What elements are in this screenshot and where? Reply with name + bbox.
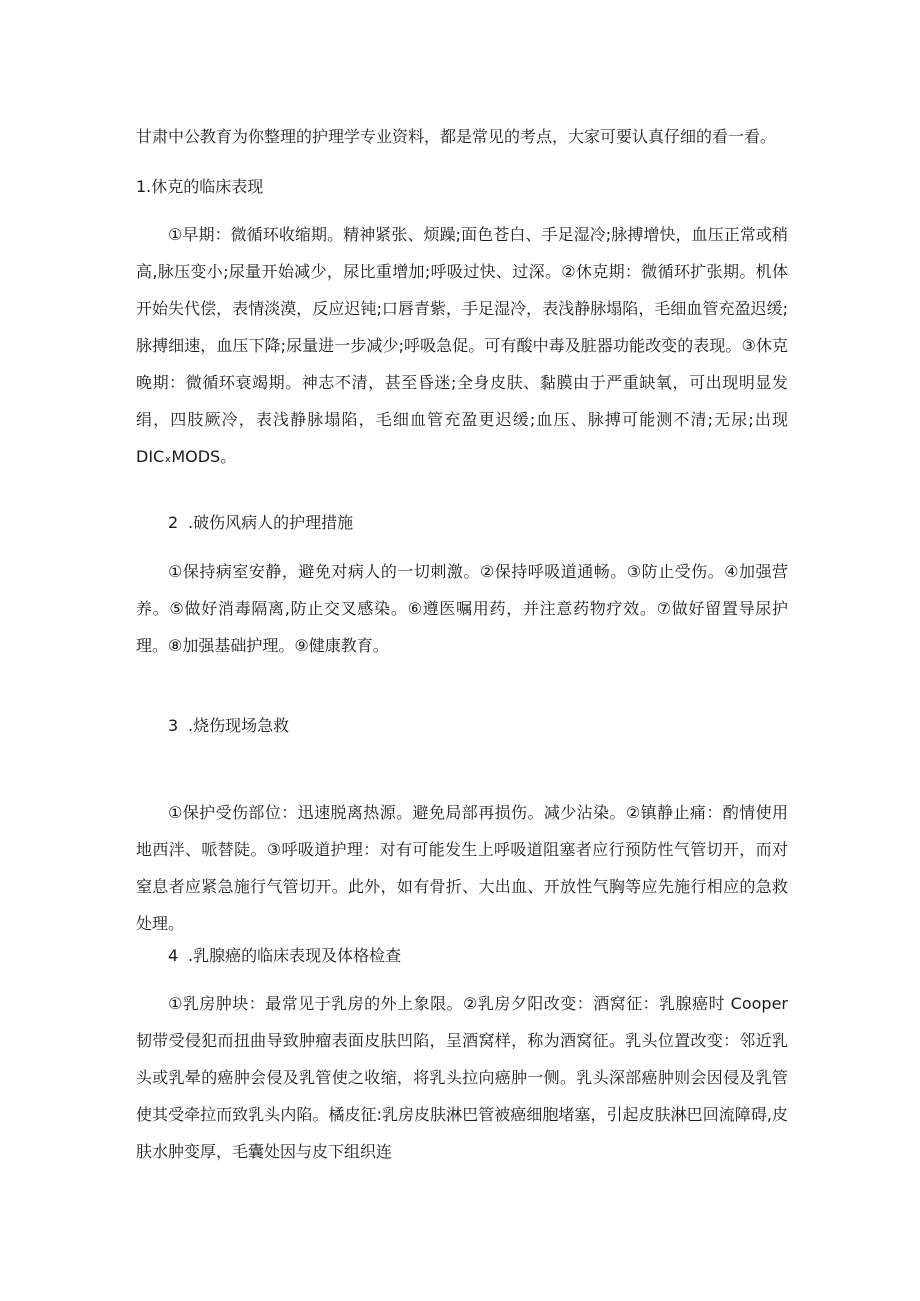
intro-text: 甘肃中公教育为你整理的护理学专业资料，都是常见的考点，大家可要认真仔细的看一看。 [136, 127, 777, 146]
section-heading-3 [168, 716, 289, 736]
section-heading-1 [136, 177, 263, 197]
section-title-1: 休克的临床表现 [151, 177, 264, 196]
section-number-2: 2 [168, 513, 179, 532]
section-number-4: 4 [168, 946, 179, 965]
section-title-4: .乳腺癌的临床表现及体格检查 [188, 946, 402, 965]
section-number-3: 3 [168, 716, 179, 735]
section-title-3: .烧伤现场急救 [188, 716, 290, 735]
section-body-3: ①保护受伤部位：迅速脱离热源。避免局部再损伤。减少沾染。②镇静止痛：酌情使用地西泮、哌替陡。③呼吸道护理：对有可能发生上呼吸道阻塞者应行预防性气管切开，而对窒息者应紧急施行气管切开。此外，如有骨折、大出血、开放性气胸等应先施行相应的急救处理。 [136, 803, 788, 933]
section-heading-2 [168, 513, 353, 533]
section-heading-4 [168, 946, 401, 966]
section-body-4: ①乳房肿块：最常见于乳房的外上象限。②乳房夕阳改变：酒窝征：乳腺癌时 Cooper 韧带受侵犯而扭曲导致肿瘤表面皮肤凹陷，呈酒窝样，称为酒窝征。乳头位置改变：邻近乳头或乳晕的癌肿会侵及乳管使之收缩，将乳头拉向癌肿一侧。乳头深部癌肿则会因侵及乳管使其受牵拉而致乳头内陷。橘皮征:乳房皮肤淋巴管被癌细胞堵塞，引起皮肤淋巴回流障碍,皮肤水肿变厚，毛囊处因与皮下组织连 [136, 994, 788, 1161]
section-body-1: ①早期：微循环收缩期。精神紧张、烦躁;面色苍白、手足湿冷;脉搏增快，血压正常或稍高,脉压变小;尿量开始减少，尿比重增加;呼吸过快、过深。②休克期：微循环扩张期。机体开始失代偿，表情淡漠，反应迟钝;口唇青紫，手足湿冷，表浅静脉塌陷，毛细血管充盈迟缓;脉搏细速，血压下降;尿量进一步减少;呼吸急促。可有酸中毒及脏器功能改变的表现。③休克晚期：微循环衰竭期。神志不清，甚至昏迷;全身皮肤、黏膜由于严重缺氧，可出现明显发绢，四肢厥冷，表浅静脉塌陷，毛细血管充盈更迟缓;血压、脉搏可能测不清;无尿;出现 DICₓMODS。 [136, 225, 788, 466]
section-number-1: 1. [136, 177, 152, 196]
section-body-2: ①保持病室安静，避免对病人的一切刺激。②保持呼吸道通畅。③防止受伤。④加强营养。⑤做好消毒隔离,防止交叉感染。⑥遵医嘱用药，并注意药物疗效。⑦做好留置导尿护理。⑧加强基础护理。⑨健康教育。 [136, 562, 788, 655]
section-title-2: .破伤风病人的护理措施 [188, 513, 354, 532]
